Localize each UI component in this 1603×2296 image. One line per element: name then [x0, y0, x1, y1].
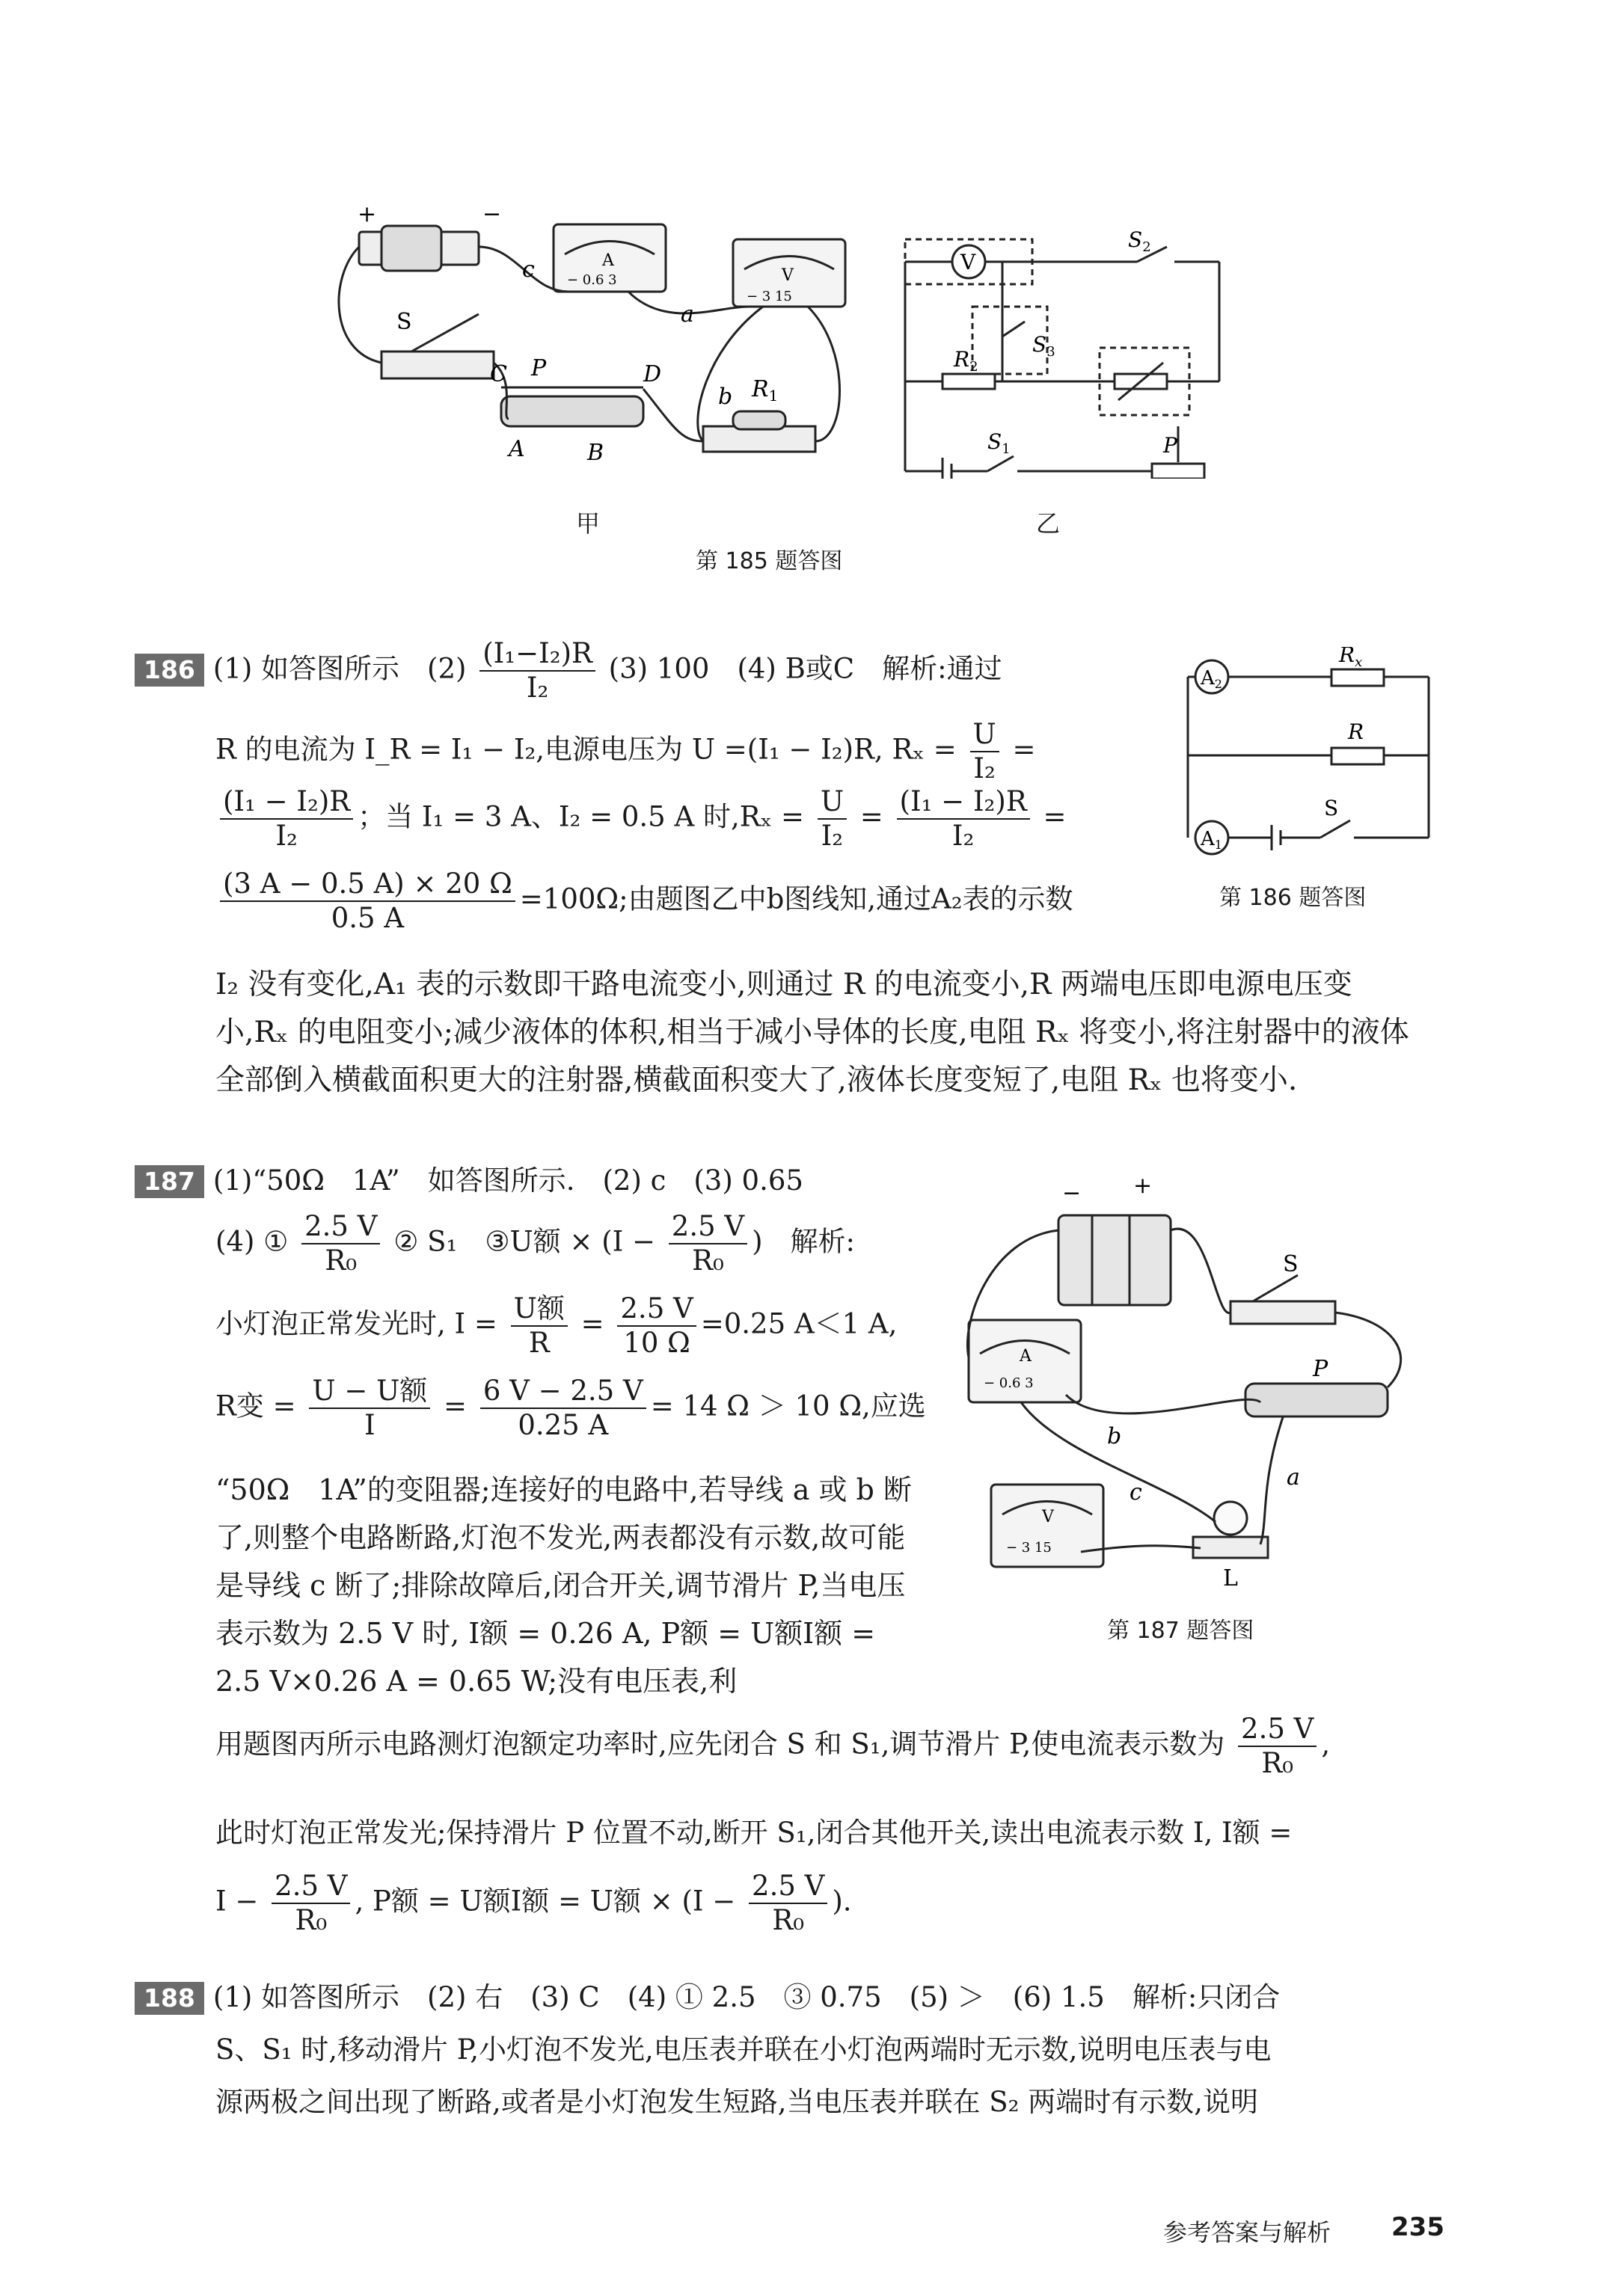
footer-section: 参考答案与解析: [1163, 2218, 1331, 2247]
figure-185-sub-yi: 乙: [1036, 509, 1061, 538]
label-c: c: [522, 257, 535, 283]
figure-185-jia: [329, 202, 853, 471]
figure-186-caption: 第 186 题答图: [1219, 885, 1367, 911]
label-V: V: [960, 250, 976, 274]
label-S: S: [1324, 796, 1339, 820]
label-b: b: [1107, 1423, 1122, 1449]
label-P: P: [531, 355, 547, 381]
label-minus: −: [1062, 1180, 1082, 1206]
q187-line2: (4) ① $\frac{2.5 V}{\text{R₀}}$ ② S₁ ③U额 × (I − $\frac{2.5 V}{\text{R₀}}$ ) 解析:: [215, 1210, 856, 1277]
label-A2: A2: [1201, 667, 1222, 691]
page-number: 235: [1391, 2212, 1444, 2242]
label-plus: +: [358, 202, 377, 227]
label-a: a: [1287, 1464, 1300, 1491]
label-R2: $R_2$: [954, 347, 978, 375]
label-voltmeter: V: [782, 266, 794, 285]
label-a: a: [681, 301, 694, 328]
q188-line3: 源两极之间出现了断路,或者是小灯泡发生短路,当电压表并联在 S₂ 两端时有示数,说明: [215, 2086, 1258, 2118]
q186-number: 186: [135, 654, 204, 687]
figure-187-caption: 第 187 题答图: [1107, 1618, 1254, 1644]
label-S: S: [1283, 1251, 1299, 1277]
label-B: B: [587, 440, 604, 466]
q187-line3: 小灯泡正常发光时, I = $\frac{\text{U额}}{R}$ = $\frac{2.5 V}{10 \Omega}$ =0.25 A＜1 A,: [215, 1292, 898, 1359]
label-A: A: [1020, 1347, 1032, 1366]
q186-line2: R 的电流为 I_R = I₁ − I₂,电源电压为 U =(I₁ − I₂)R, Rₓ = $\frac{U}{\text{I₂}}$ =: [215, 718, 1036, 785]
label-ammeter-scale: − 0.6 3: [567, 272, 617, 288]
label-amm-scale: − 0.6 3: [984, 1375, 1034, 1391]
figure-186: [1182, 647, 1436, 856]
q188-line2: S、S₁ 时,移动滑片 P,小灯泡不发光,电压表并联在小灯泡两端时无示数,说明电压表与电: [215, 2033, 1272, 2066]
q186-line3: $\frac{\text{(I₁ − I₂)R}}{\text{I₂}}$ ；当 I₁ = 3 A、I₂ = 0.5 A 时,Rₓ = $\frac{U}{\text{I₂}}$ = $\frac{\text{(I₁ − I₂)R}}{\text{I₂}}$ =: [215, 785, 1066, 853]
label-V: V: [1042, 1508, 1054, 1526]
q187-body-left: “50Ω 1A”的变阻器;连接好的电路中,若导线 a 或 b 断了,则整个电路断路,灯泡不发光,两表都没有示数,故可能是导线 c 断了;排除故障后,闭合开关,调节滑片 P,当电压表示数为 2.5 V 时, I额 = 0.26 A, P额 = U额I额 = 2.5 V×0.26 A = 0.65 W;没有电压表,利: [215, 1473, 912, 1698]
label-A: A: [509, 436, 525, 462]
q187-line1: 187 (1)“50Ω 1A” 如答图所示. (2) c (3) 0.65: [135, 1158, 803, 1198]
q187-line-a: 用题图丙所示电路测灯泡额定功率时,应先闭合 S 和 S₁,调节滑片 P,使电流表示数为 $\frac{2.5 V}{\text{R₀}}$ ,: [215, 1713, 1331, 1779]
label-ammeter: A: [602, 251, 614, 270]
label-S3: $S_3$: [1032, 332, 1055, 360]
label-P: P: [1163, 433, 1177, 458]
label-A1: A1: [1201, 828, 1222, 852]
q187-number: 187: [135, 1165, 204, 1198]
label-S1: $S_1$: [987, 429, 1011, 457]
q186-line1: 186 (1) 如答图所示 (2) $\frac{\text{(I₁−I₂)R}}{\text{I₂}}$ (3) 100 (4) B或C 解析:通过: [135, 637, 1002, 705]
q186-body: I₂ 没有变化,A₁ 表的示数即干路电流变小,则通过 R 的电流变小,R 两端电压即电源电压变小,Rₓ 的电阻变小;减少液体的体积,相当于减小导体的长度,电阻 Rₓ 将变小,将注射器中的液体全部倒入横截面积更大的注射器,横截面积变大了,液体长度变短了,电阻 Rₓ 也将变小.: [215, 968, 1409, 1097]
label-voltmeter-scale: − 3 15: [747, 289, 792, 304]
q188-number: 188: [135, 1982, 204, 2015]
q186-frac1: $\frac{\text{(I₁−I₂)R}}{\text{I₂}}$: [479, 637, 595, 705]
label-S2: $S_2$: [1128, 227, 1151, 255]
label-b: b: [718, 384, 733, 410]
label-plus: +: [1133, 1173, 1153, 1199]
label-volt-scale: − 3 15: [1006, 1540, 1052, 1556]
label-c: c: [1130, 1479, 1142, 1505]
label-C: C: [490, 361, 507, 387]
label-L: L: [1223, 1565, 1238, 1591]
q187-line-b: 此时灯泡正常发光;保持滑片 P 位置不动,断开 S₁,闭合其他开关,读出电流表示数 I, I额 =: [215, 1817, 1293, 1849]
q187-line4: R变 = $\frac{\text{U − U额}}{I}$ = $\frac{6 V - 2.5 V}{0.25 A}$ = 14 Ω ＞ 10 Ω,应选: [215, 1375, 926, 1441]
label-S: S: [396, 309, 412, 335]
q186-line4: $\frac{(3 A - 0.5 A) \times 20 \Omega}{0.5 A}$ =100Ω;由题图乙中b图线知,通过A₂表的示数: [215, 868, 1073, 935]
label-minus: −: [482, 202, 502, 227]
figure-185-caption: 第 185 题答图: [696, 548, 843, 574]
label-D: D: [643, 361, 662, 387]
label-R1: $R_1$: [752, 376, 779, 405]
figure-185-yi: [890, 224, 1234, 479]
figure-187: [946, 1170, 1425, 1612]
q187-line-c: I − $\frac{2.5 V}{\text{R₀}}$ , P额 = U额I额 = U额 × (I − $\frac{2.5 V}{\text{R₀}}$ ).: [215, 1870, 852, 1936]
q188-line1: 188 (1) 如答图所示 (2) 右 (3) C (4) ① 2.5 ③ 0.75 (5) ＞ (6) 1.5 解析:只闭合: [135, 1974, 1280, 2015]
label-R: R: [1348, 719, 1364, 744]
label-P: P: [1313, 1356, 1328, 1382]
figure-185-sub-jia: 甲: [576, 509, 601, 538]
label-Rx: $R_x$: [1339, 647, 1363, 670]
